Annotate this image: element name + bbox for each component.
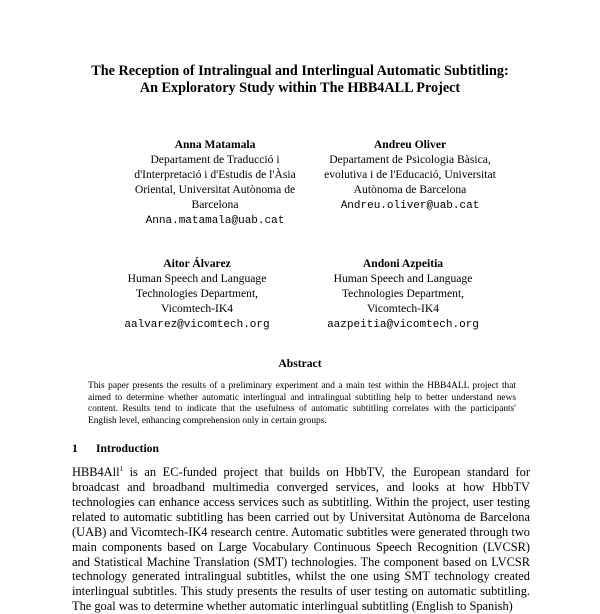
author-affiliation-line: Autònoma de Barcelona xyxy=(353,183,467,196)
abstract-body: This paper presents the results of a preliminary experiment and a main test within the HBB4ALL project that aimed to determine whether automatic interlingual and intralingual subtitling help to better understand news content. Results tend to indicate that the usefulness of automatic subtitling correlates with the participants' English level, enhancing comprehension only in certain groups. xyxy=(88,381,516,426)
intro-body-text: is an EC-funded project that builds on HbbTV, the European standard for broadcast and broadband multimedia converged services, and looks at how HbbTV technologies can enhance access services such as subtitling. Within the project, user testing related to automatic subtitling has been carried out by Universitat Autònoma de Barcelona (UAB) and Vicomtech-IK4 research centre. Automatic subtitles were generated through two main components based on Large Vocabulary Continuous Speech Recognition (LVCSR) and Statistical Machine Translation (SMT) technologies. The component based on LVCSR technology generated intralingual subtitles, whilst the one using SMT technology created interlingual subtitles. This study presents the results of user testing on automatic subtitling. The goal was to determine whether automatic interlingual subtitling (English to Spanish) xyxy=(72,465,530,614)
intro-lead-term: HBB4All xyxy=(72,465,120,480)
author-block-1 xyxy=(120,137,310,229)
author-affiliation-line: d'Interpretació i d'Estudis de l'Àsia xyxy=(134,168,296,181)
author-block-3 xyxy=(112,256,282,333)
author-block-4 xyxy=(318,256,488,333)
author-name: Anna Matamala xyxy=(174,138,256,151)
author-email: Anna.matamala@uab.cat xyxy=(145,215,285,227)
abstract-heading: Abstract xyxy=(278,357,322,370)
introduction-paragraph xyxy=(72,462,530,614)
author-email: aalvarez@vicomtech.org xyxy=(124,319,270,331)
title-line-2: An Exploratory Study within The HBB4ALL Project xyxy=(139,80,461,96)
author-affiliation-line: Barcelona xyxy=(191,198,239,211)
title-line-1: The Reception of Intralingual and Interlingual Automatic Subtitling: xyxy=(91,63,509,79)
author-affiliation-line: Human Speech and Language xyxy=(127,272,267,285)
author-name: Aitor Álvarez xyxy=(163,257,231,270)
author-affiliation-line: Departament de Psicologia Bàsica, xyxy=(329,153,491,166)
author-block-2 xyxy=(316,137,504,214)
author-affiliation-line: Human Speech and Language xyxy=(333,272,473,285)
author-email: aazpeitia@vicomtech.org xyxy=(327,319,479,331)
author-name: Andoni Azpeitia xyxy=(362,257,444,270)
section-heading xyxy=(72,442,159,455)
section-title: Introduction xyxy=(96,442,159,455)
author-affiliation-line: evolutiva i de l'Educació, Universitat xyxy=(324,168,496,181)
author-affiliation-line: Vicomtech-IK4 xyxy=(366,302,440,315)
author-affiliation-line: Technologies Department, xyxy=(135,287,259,300)
author-email: Andreu.oliver@uab.cat xyxy=(340,200,480,212)
author-affiliation-line: Oriental, Universitat Autònoma de xyxy=(134,183,296,196)
paper-title xyxy=(40,63,560,97)
author-affiliation-line: Technologies Department, xyxy=(341,287,465,300)
author-affiliation-line: Vicomtech-IK4 xyxy=(160,302,234,315)
author-name: Andreu Oliver xyxy=(373,138,447,151)
author-affiliation-line: Departament de Traducció i xyxy=(150,153,280,166)
footnote-marker[interactable]: 1 xyxy=(119,465,124,473)
section-number: 1 xyxy=(72,442,78,455)
